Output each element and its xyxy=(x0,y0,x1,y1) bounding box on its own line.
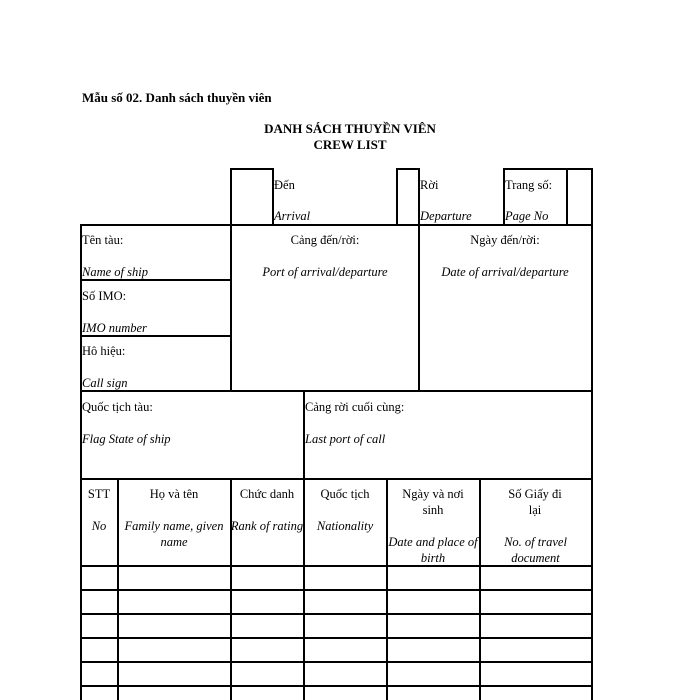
arrival-checkbox-top xyxy=(230,168,273,170)
column-header-rank-vi: Chức danh xyxy=(239,487,295,501)
page-box-top xyxy=(503,168,592,170)
column-header-name-vi: Họ và tên xyxy=(149,487,199,501)
arrival-checkbox-left xyxy=(230,168,232,225)
page-label-vi: Trang số: xyxy=(505,178,553,192)
imo-label-en: IMO number xyxy=(82,321,147,335)
ship-info-divider-2 xyxy=(418,224,420,391)
date-label-en: Date of arrival/departure xyxy=(441,265,569,279)
last-port-label-en: Last port of call xyxy=(305,432,386,446)
arrival-label-vi: Đến xyxy=(274,178,295,192)
call-sign-label-en: Call sign xyxy=(82,376,128,390)
page-label-en: Page No xyxy=(505,209,549,223)
form-right-border xyxy=(591,224,593,700)
departure-checkbox-left xyxy=(396,168,398,225)
departure-label-en: Departure xyxy=(420,209,472,223)
flag-label-en: Flag State of ship xyxy=(82,432,171,446)
column-header-birth-vi: Ngày và nơi sinh xyxy=(402,487,464,517)
table-row xyxy=(80,661,592,663)
port-label-vi: Cảng đến/rời: xyxy=(290,233,360,247)
departure-checkbox-top xyxy=(396,168,419,170)
page-box-divider xyxy=(566,168,568,225)
table-row xyxy=(80,589,592,591)
table-row xyxy=(80,613,592,615)
column-header-nationality-vi: Quốc tịch xyxy=(320,487,370,501)
column-header-birth-en: Date and place of birth xyxy=(388,535,478,565)
last-port-label-vi: Cảng rời cuối cùng: xyxy=(305,400,405,414)
ship-name-label-vi: Tên tàu: xyxy=(82,233,124,247)
form-top-border xyxy=(80,224,592,226)
imo-underline xyxy=(80,335,231,337)
arrival-label-en: Arrival xyxy=(274,209,311,223)
title-en: CREW LIST xyxy=(313,137,387,152)
column-header-no-en: No xyxy=(91,519,107,533)
column-header-no-vi: STT xyxy=(87,487,111,501)
column-header-document-vi: Số Giấy đi lại xyxy=(508,487,562,517)
call-sign-label-vi: Hô hiệu: xyxy=(82,344,126,358)
flag-section-bottom-border xyxy=(80,478,592,480)
flag-label-vi: Quốc tịch tàu: xyxy=(82,400,153,414)
table-row xyxy=(80,685,592,687)
form-number: Mẫu số 02. Danh sách thuyền viên xyxy=(82,90,272,105)
column-header-rank-en: Rank of rating xyxy=(230,519,304,533)
column-header-nationality-en: Nationality xyxy=(316,519,374,533)
table-row xyxy=(80,637,592,639)
ship-info-divider-1 xyxy=(230,224,232,391)
page-box-right xyxy=(591,168,593,225)
imo-label-vi: Số IMO: xyxy=(82,289,127,303)
ship-name-label-en: Name of ship xyxy=(82,265,148,279)
ship-name-underline xyxy=(80,279,231,281)
departure-label-vi: Rời xyxy=(420,178,439,192)
ship-info-bottom-border xyxy=(80,390,592,392)
date-label-vi: Ngày đến/rời: xyxy=(470,233,540,247)
port-label-en: Port of arrival/departure xyxy=(262,265,388,279)
column-header-name-en: Family name, given name xyxy=(124,519,224,549)
title-vi: DANH SÁCH THUYỀN VIÊN xyxy=(264,121,436,136)
column-header-document-en: No. of travel document xyxy=(504,535,567,565)
